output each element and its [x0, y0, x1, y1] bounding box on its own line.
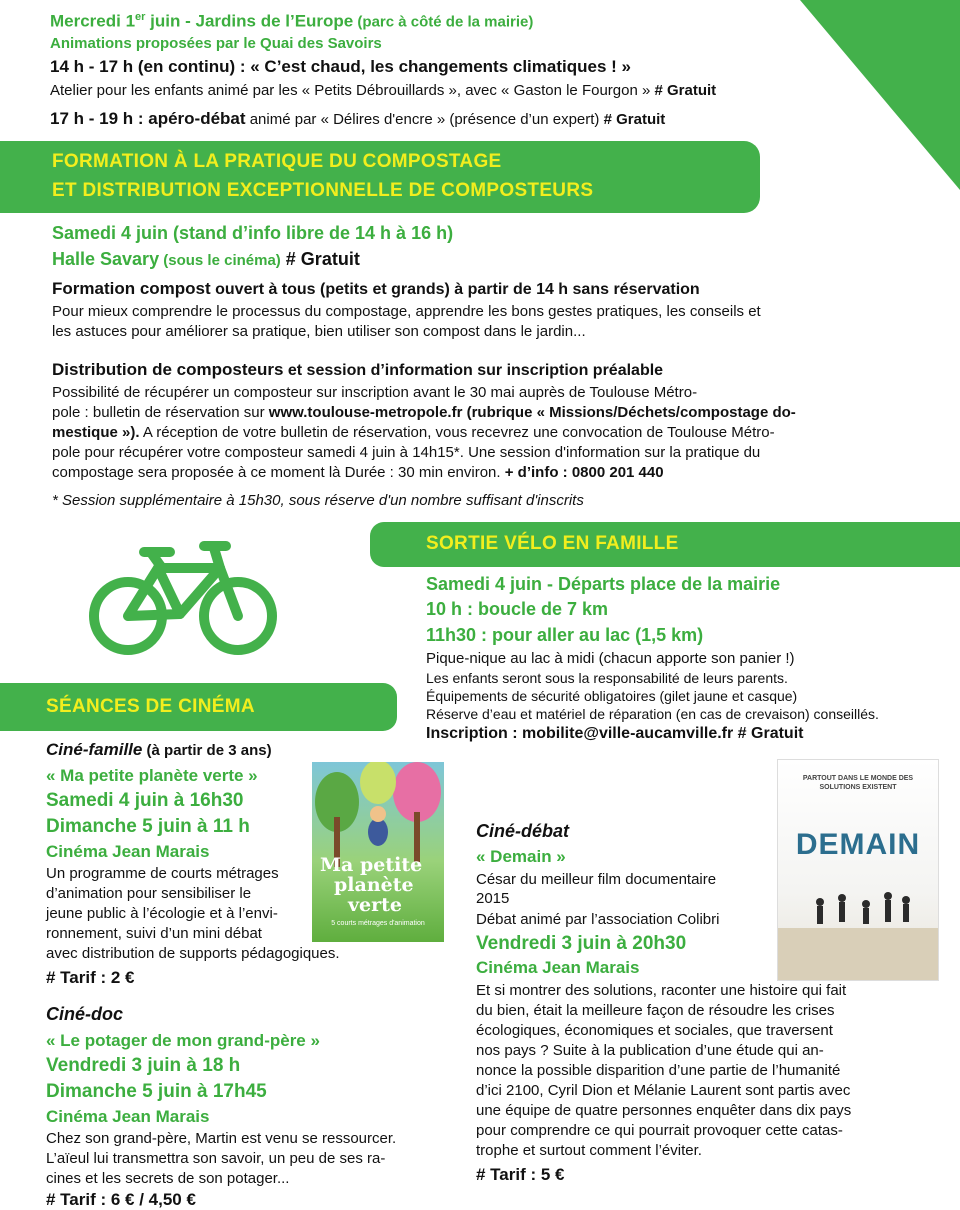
famille-text-4: ronnement, suivi d’un mini débat — [46, 925, 262, 942]
animations-line: Animations proposées par le Quai des Savoirs — [50, 35, 382, 52]
poster-subtitle: 5 courts métrages d'animation — [331, 920, 425, 927]
metropole-link[interactable]: www.toulouse-metropole.fr (rubrique « Missions/Déchets/compostage do- — [268, 404, 796, 421]
debat-text-1: Et si montrer des solutions, raconter une histoire qui fait — [476, 982, 847, 999]
doc-text-3: cines et les secrets de son potager... — [46, 1170, 290, 1187]
poster-demain — [778, 760, 938, 980]
poster-ma-petite-planete-verte — [312, 762, 444, 942]
debat-session: Vendredi 3 juin à 20h30 — [476, 933, 687, 954]
doc-tarif: # Tarif : 6 € / 4,50 € — [46, 1190, 196, 1209]
famille-session-1: Samedi 4 juin à 16h30 — [46, 790, 244, 811]
event-date-line: Mercredi 1er juin - Jardins de l’Europe (parc à côté de la mairie) — [50, 11, 534, 31]
famille-session-2: Dimanche 5 juin à 11 h — [46, 816, 250, 837]
compost-place: Halle Savary (sous le cinéma) # Gratuit — [52, 249, 360, 269]
doc-session-1: Vendredi 3 juin à 18 h — [46, 1055, 241, 1076]
formation-text-1: Pour mieux comprendre le processus du compostage, apprendre les bons gestes pratiques, les conseils et — [52, 303, 761, 320]
famille-text-1: Un programme de courts métrages — [46, 865, 279, 882]
debat-text-year: 2015 — [476, 890, 510, 907]
debat-text-cesar: César du meilleur film documentaire — [476, 871, 717, 888]
velo-line-3: 11h30 : pour aller au lac (1,5 km) — [426, 625, 704, 645]
corner-triangle — [800, 0, 960, 190]
doc-text-2: L’aïeul lui transmettra son savoir, un peu de ses ra- — [46, 1150, 386, 1167]
debat-text-5: nonce la possible disparition d’une partie de l’humanité — [476, 1062, 841, 1079]
compost-banner-line-1: FORMATION À LA PRATIQUE DU COMPOSTAGE — [52, 151, 502, 172]
distribution-text-4: pole pour récupérer votre composteur samedi 4 juin à 14h15*. Une session d'information sur la pratique du — [52, 444, 761, 461]
velo-banner — [370, 522, 960, 567]
velo-text-2: Les enfants seront sous la responsabilité de leurs parents. — [426, 670, 788, 686]
debat-text-4: nos pays ? Suite à la publication d’une étude qui an- — [476, 1042, 824, 1059]
debat-title: « Demain » — [476, 847, 566, 866]
poster-demain-tagline: PARTOUT DANS LE MONDE DES SOLUTIONS EXISTENT — [802, 775, 914, 791]
debat-text-9: trophe et surtout comment l’éviter. — [476, 1142, 702, 1159]
famille-place: Cinéma Jean Marais — [46, 842, 210, 861]
distribution-text-2: pole : bulletin de réservation sur www.toulouse-metropole.fr (rubrique « Missions/Déchets/compostage do- — [52, 404, 796, 421]
famille-text-3: jeune public à l’écologie et à l’envi- — [46, 905, 278, 922]
debat-kind: Ciné-débat — [476, 821, 570, 841]
velo-text-4: Réserve d’eau et matériel de réparation (en cas de crevaison) conseillés. — [426, 706, 879, 722]
famille-kind: Ciné-famille (à partir de 3 ans) — [46, 740, 272, 759]
bicycle-icon — [88, 528, 278, 660]
doc-place: Cinéma Jean Marais — [46, 1107, 210, 1126]
famille-text-2: d’animation pour sensibiliser le — [46, 885, 252, 902]
doc-text-1: Chez son grand-père, Martin est venu se ressourcer. — [46, 1130, 397, 1147]
velo-banner-label: SORTIE VÉLO EN FAMILLE — [426, 533, 679, 554]
poster-demain-title: DEMAIN — [795, 828, 921, 861]
debat-text-2: du bien, était la meilleure façon de résoudre les crises — [476, 1002, 835, 1019]
debat-tarif: # Tarif : 5 € — [476, 1165, 565, 1184]
doc-kind: Ciné-doc — [46, 1004, 124, 1024]
debat-text-7: une équipe de quatre personnes enquêter dans dix pays — [476, 1102, 852, 1119]
poster-title-3: verte — [348, 894, 403, 916]
event-line-1: 14 h - 17 h (en continu) : « C’est chaud, les changements climatiques ! » — [50, 57, 631, 76]
debat-text-3: écologiques, économiques et sociales, que traversent — [476, 1022, 833, 1039]
velo-text-1: Pique-nique au lac à midi (chacun apporte son panier !) — [426, 650, 795, 667]
debat-place: Cinéma Jean Marais — [476, 958, 640, 977]
velo-line-2: 10 h : boucle de 7 km — [426, 599, 609, 619]
velo-inscription[interactable]: Inscription : mobilite@ville-aucamville.fr # Gratuit — [426, 725, 804, 742]
famille-text-5: avec distribution de supports pédagogiques. — [46, 945, 340, 962]
compost-banner — [0, 141, 760, 213]
velo-text-3: Équipements de sécurité obligatoires (gilet jaune et casque) — [426, 688, 798, 704]
walking-people-illustration — [778, 760, 938, 980]
doc-session-2: Dimanche 5 juin à 17h45 — [46, 1081, 267, 1102]
formation-heading: Formation compost ouvert à tous (petits et grands) à partir de 14 h sans réservation — [52, 279, 700, 298]
distribution-heading: Distribution de composteurs et session d’information sur inscription préalable — [52, 360, 664, 379]
poster-title-1: Ma petite — [320, 854, 423, 876]
poster-title-2: planète — [334, 874, 414, 896]
compost-date: Samedi 4 juin (stand d’info libre de 14 h à 16 h) — [52, 223, 454, 243]
event-line-3: 17 h - 19 h : apéro-débat animé par « Délires d'encre » (présence d’un expert) # Gratuit — [50, 109, 666, 128]
cinema-banner — [0, 683, 397, 731]
debat-text-colibri: Débat animé par l’association Colibri — [476, 911, 720, 928]
famille-tarif: # Tarif : 2 € — [46, 968, 135, 987]
famille-title: « Ma petite planète verte » — [46, 766, 258, 785]
distribution-text-1: Possibilité de récupérer un composteur sur inscription avant le 30 mai auprès de Toulouse Métro- — [52, 384, 698, 401]
velo-line-1: Samedi 4 juin - Départs place de la mairie — [426, 574, 781, 594]
formation-text-2: les astuces pour améliorer sa pratique, bien utiliser son compost dans le jardin... — [52, 323, 586, 340]
debat-text-6: d’ici 2100, Cyril Dion et Mélanie Laurent sont partis avec — [476, 1082, 851, 1099]
compost-banner-line-2: ET DISTRIBUTION EXCEPTIONNELLE DE COMPOSTEURS — [52, 180, 594, 201]
event-line-2: Atelier pour les enfants animé par les « Petits Débrouillards », avec « Gaston le Fourgon » # Gratuit — [50, 82, 717, 99]
compost-note: * Session supplémentaire à 15h30, sous réserve d'un nombre suffisant d'inscrits — [52, 492, 584, 509]
distribution-text-5: compostage sera proposée à ce moment là Durée : 30 min environ. + d’info : 0800 201 440 — [52, 464, 664, 481]
cinema-banner-label: SÉANCES DE CINÉMA — [46, 696, 255, 717]
debat-text-8: pour comprendre ce qui pourrait provoquer cette catas- — [476, 1122, 843, 1139]
doc-title: « Le potager de mon grand-père » — [46, 1031, 320, 1050]
distribution-text-3: mestique »). A réception de votre bulletin de réservation, vous recevrez une convocation de Toulouse Métro- — [52, 424, 775, 441]
